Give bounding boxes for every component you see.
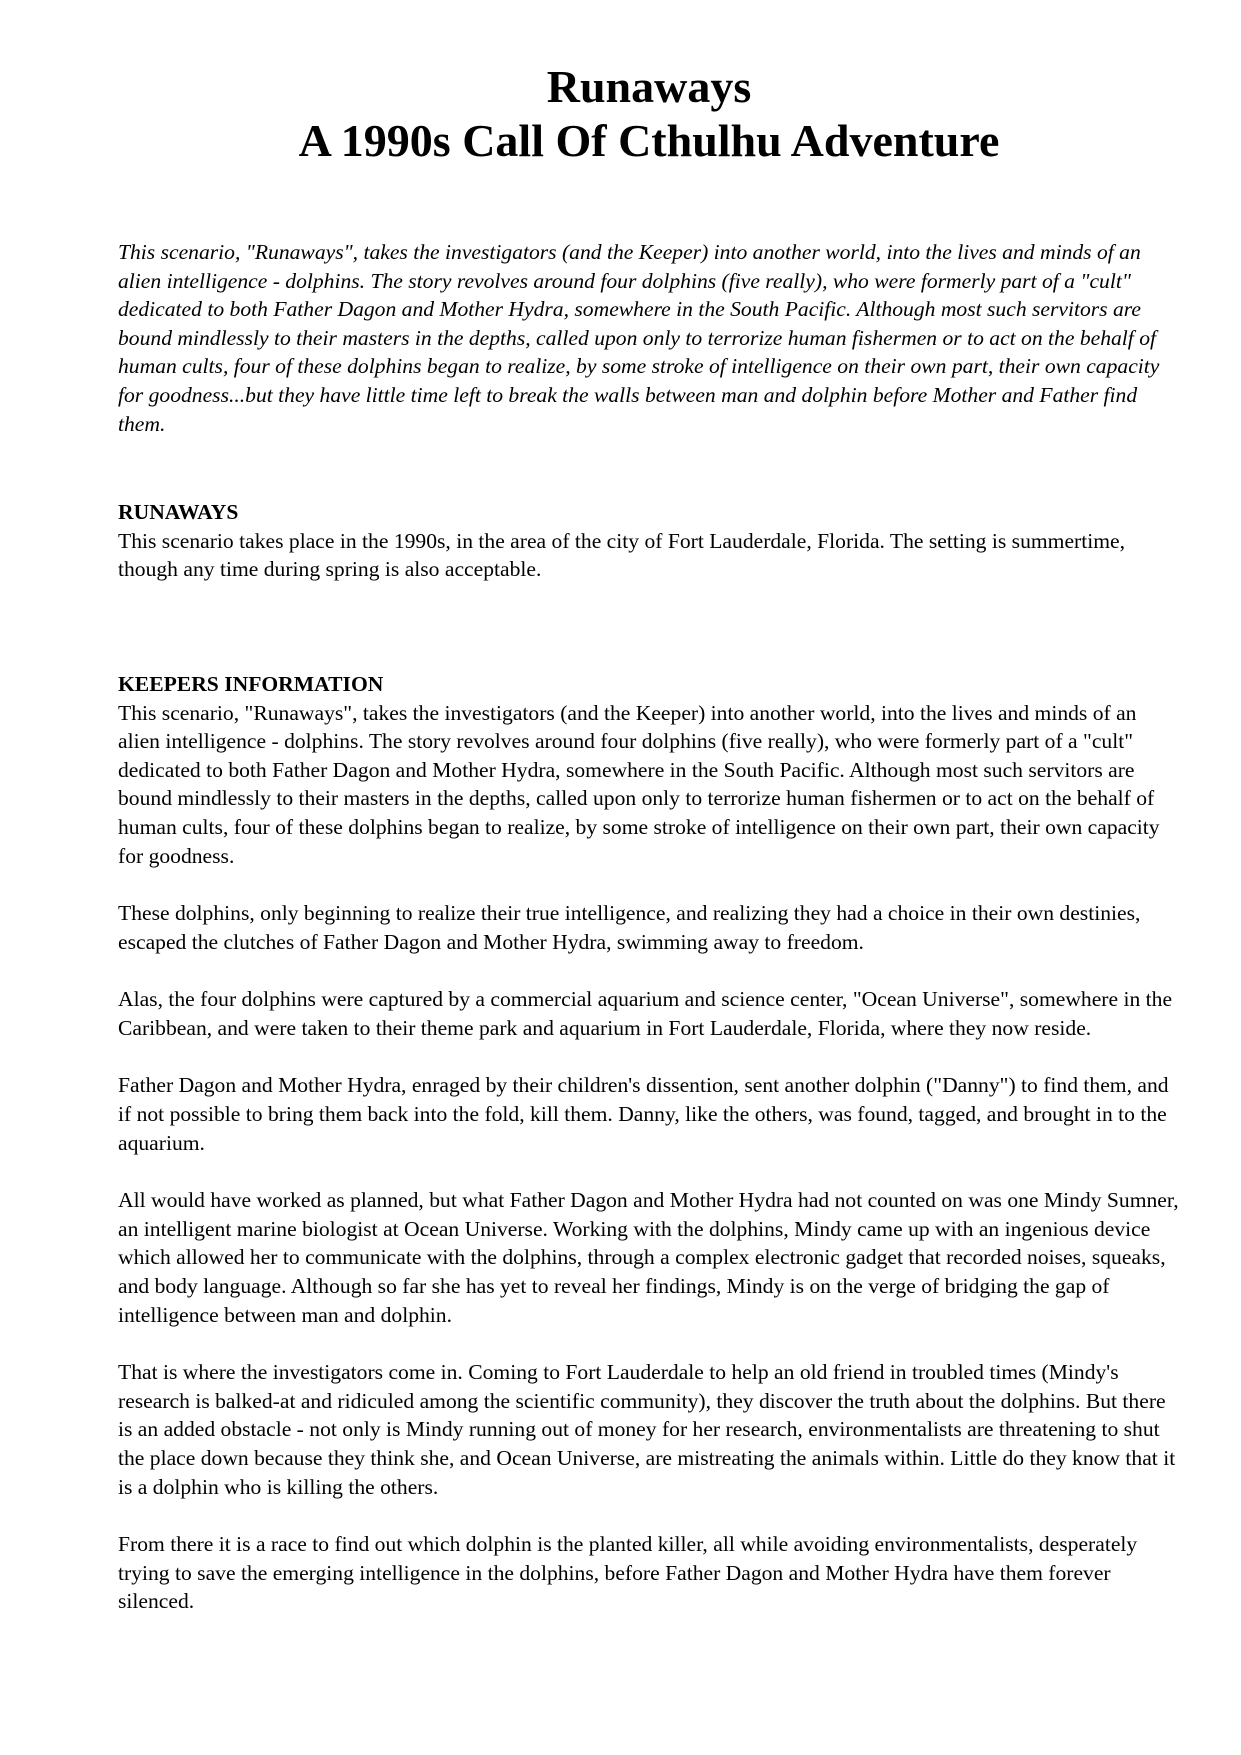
body-paragraph: That is where the investigators come in. Coming to Fort Lauderdale to help an old friend in troubled times (Mindy's research is balked-at and ridiculed among the scientific community), they discover the truth about the dolphins. But there is an added obstacle - not only is Mindy running out of money for her research, environmentalists are threatening to shut the place down because they think she, and Ocean Universe, are mistreating the animals within. Little do they know that it is a dolphin who is killing the others. (118, 1360, 1176, 1499)
section-runaways (118, 498, 1180, 584)
document-title (118, 60, 1180, 168)
body-paragraph: This scenario takes place in the 1990s, in the area of the city of Fort Lauderdale, Florida. The setting is summertime, though any time during spring is also acceptable. (118, 528, 1126, 582)
body-paragraph: All would have worked as planned, but what Father Dagon and Mother Hydra had not counted on was one Mindy Sumner, an intelligent marine biologist at Ocean Universe. Working with the dolphins, Mindy came up with an ingenious device which allowed her to communicate with the dolphins, through a complex electronic gadget that recorded noises, squeaks, and body language. Although so far she has yet to reveal her findings, Mindy is on the verge of bridging the gap of intelligence between man and dolphin. (118, 1188, 1179, 1327)
title-line-1: Runaways (546, 61, 752, 112)
body-paragraph: From there it is a race to find out which dolphin is the planted killer, all while avoiding environmentalists, desperately trying to save the emerging intelligence in the dolphins, before Father Dagon and Mother Hydra have them forever silenced. (118, 1532, 1138, 1614)
document-page (118, 60, 1180, 1645)
body-paragraph: Alas, the four dolphins were captured by a commercial aquarium and science center, "Ocean Universe", somewhere in the Caribbean, and were taken to their theme park and aquarium in Fort Lauderdale, Florida, where they now reside. (118, 987, 1173, 1040)
intro-paragraph: This scenario, "Runaways", takes the investigators (and the Keeper) into another world, into the lives and minds of an alien intelligence - dolphins. The story revolves around four dolphins (five really), who were formerly part of a "cult" dedicated to both Father Dagon and Mother Hydra, somewhere in the South Pacific. Although most such servitors are bound mindlessly to their masters in the depths, called upon only to terrorize human fishermen or to act on the behalf of human cults, four of these dolphins began to realize, by some stroke of intelligence on their own part, their own capacity for goodness...but they have little time left to break the walls between man and dolphin before Mother and Father find them. (118, 240, 1160, 436)
title-line-2: A 1990s Call Of Cthulhu Adventure (298, 115, 1000, 166)
section-keepers-information (118, 670, 1180, 1616)
body-paragraph: This scenario, "Runaways", takes the investigators (and the Keeper) into another world, into the lives and minds of an alien intelligence - dolphins. The story revolves around four dolphins (five really), who were formerly part of a "cult" dedicated to both Father Dagon and Mother Hydra, somewhere in the South Pacific. Although most such servitors are bound mindlessly to their masters in the depths, called upon only to terrorize human fishermen or to act on the behalf of human cults, four of these dolphins began to realize, by some stroke of intelligence on their own part, their own capacity for goodness. (118, 700, 1160, 868)
body-paragraph: These dolphins, only beginning to realize their true intelligence, and realizing they had a choice in their own destinies, escaped the clutches of Father Dagon and Mother Hydra, swimming away to freedom. (118, 901, 1141, 954)
body-paragraph: Father Dagon and Mother Hydra, enraged by their children's dissention, sent another dolphin ("Danny") to find them, and if not possible to bring them back into the fold, kill them. Danny, like the others, was found, tagged, and brought in to the aquarium. (118, 1073, 1169, 1155)
section-heading: RUNAWAYS (118, 500, 239, 525)
section-heading: KEEPERS INFORMATION (118, 671, 384, 696)
